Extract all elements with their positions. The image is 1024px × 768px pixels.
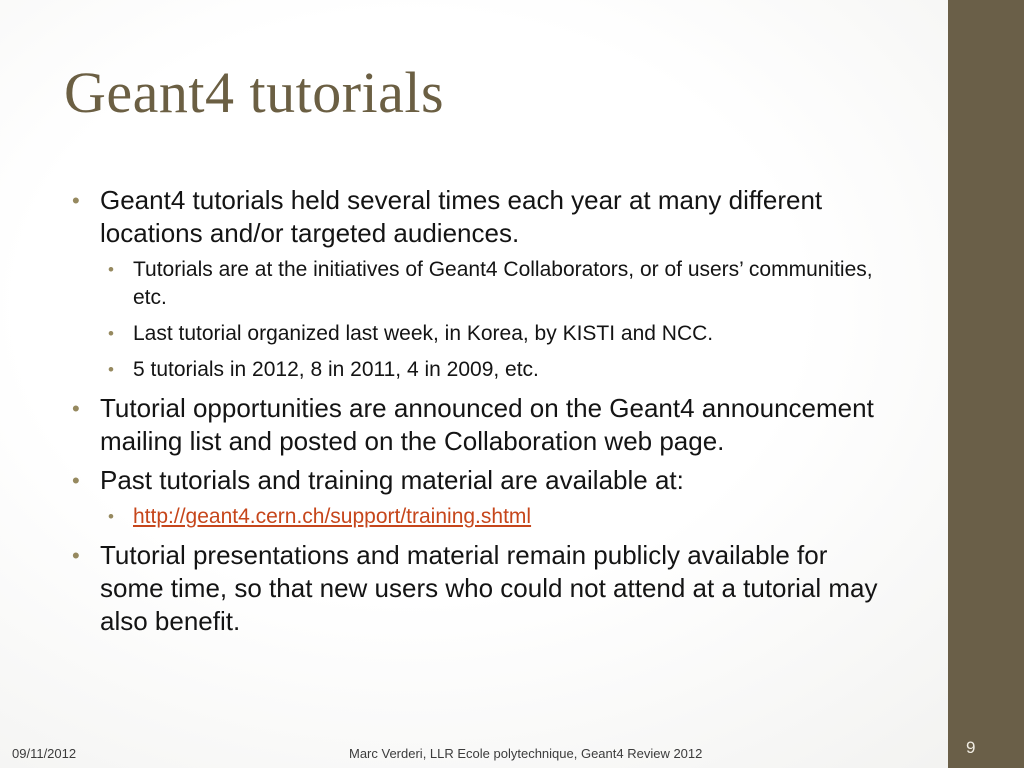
- bullet-icon: •: [72, 188, 80, 213]
- bullet-icon: •: [72, 543, 80, 568]
- training-link[interactable]: http://geant4.cern.ch/support/training.shtml: [133, 505, 532, 528]
- bullet-item: [64, 184, 884, 250]
- bullet-icon: •: [72, 396, 80, 421]
- bullet-text: Tutorial presentations and material remain publicly available for some time, so that new users who could not attend at a tutorial may also benefit.: [100, 540, 878, 636]
- bullet-icon: •: [108, 507, 114, 526]
- bullet-item: [64, 539, 884, 638]
- bullet-text: Tutorials are at the initiatives of Geant4 Collaborators, or of users’ communities, etc.: [133, 258, 873, 309]
- bullet-icon: •: [72, 468, 80, 493]
- bullet-item: [64, 392, 884, 458]
- bullet-icon: •: [108, 360, 114, 379]
- sub-bullet-item: [64, 320, 884, 348]
- footer-date: 09/11/2012: [12, 746, 77, 761]
- page-number: 9: [966, 738, 976, 757]
- bullet-icon: •: [108, 324, 114, 343]
- bullet-list: [64, 184, 884, 644]
- sub-bullet-item: [64, 356, 884, 384]
- bullet-text: Geant4 tutorials held several times each year at many different locations and/or targeted audiences.: [100, 185, 823, 248]
- bullet-text: Tutorial opportunities are announced on the Geant4 announcement mailing list and posted on the Collaboration web page.: [100, 393, 874, 456]
- footer-presenter: Marc Verderi, LLR Ecole polytechnique, Geant4 Review 2012: [349, 746, 703, 761]
- sub-bullet-item: [64, 256, 884, 312]
- bullet-item: [64, 464, 884, 497]
- sub-bullet-item: [64, 503, 884, 531]
- bullet-text: Past tutorials and training material are available at:: [100, 465, 684, 495]
- bullet-icon: •: [108, 260, 114, 279]
- bullet-text: 5 tutorials in 2012, 8 in 2011, 4 in 2009, etc.: [133, 358, 539, 381]
- side-band: [948, 0, 1024, 768]
- slide-title: Geant4 tutorials: [64, 60, 445, 125]
- bullet-text: Last tutorial organized last week, in Korea, by KISTI and NCC.: [133, 322, 714, 345]
